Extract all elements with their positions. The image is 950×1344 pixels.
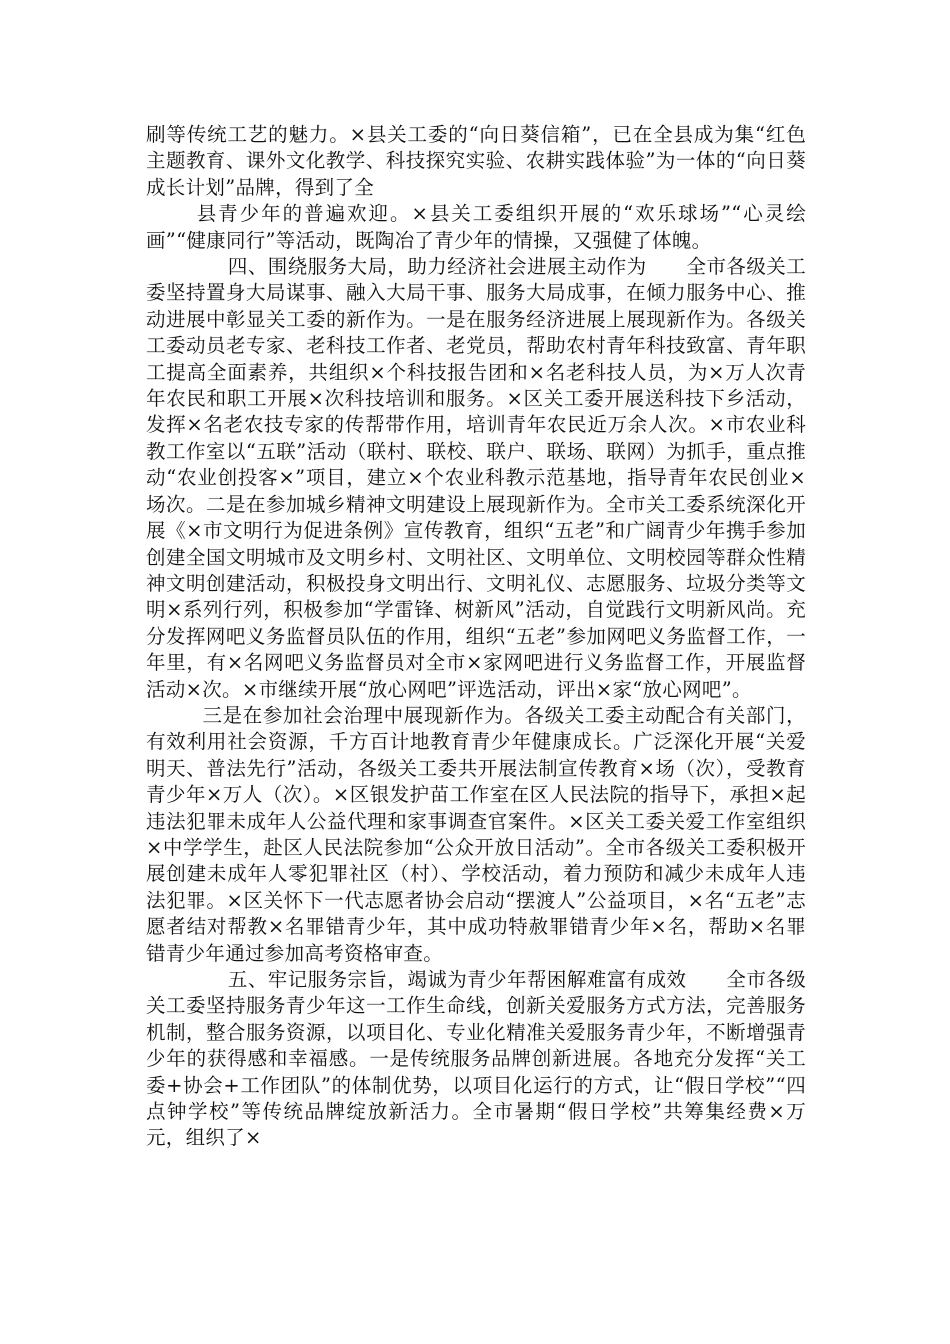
document-body xyxy=(146,122,806,1152)
paragraph-2: 县青少年的普遍欢迎。×县关工委组织开展的“欢乐球场”“心灵绘画”“健康同行”等活动，既陶冶了青少年的情操，又强健了体魄。 xyxy=(146,202,806,252)
paragraph-1: 刷等传统工艺的魅力。×县关工委的“向日葵信箱”，已在全县成为集“红色主题教育、课外文化教学、科技探究实验、农耕实践体验”为一体的“向日葵成长计划”品牌，得到了全 xyxy=(146,123,806,199)
paragraph-section-5: 五、牢记服务宗旨，竭诚为青少年帮困解难富有成效 全市各级关工委坚持服务青少年这一工作生命线，创新关爱服务方式方法，完善服务机制，整合服务资源，以项目化、专业化精准关爱服务青少年，不断增强青少年的获得感和幸福感。一是传统服务品牌创新进展。各地充分发挥“关工委+协会+工作团队”的体制优势，以项目化运行的方式，让“假日学校”“四点钟学校”等传统品牌绽放新活力。全市暑期“假日学校”共筹集经费×万元，组织了× xyxy=(146,968,806,1150)
paragraph-section-4: 四、围绕服务大局，助力经济社会进展主动作为 全市各级关工委坚持置身大局谋事、融入大局干事、服务大局成事，在倾力服务中心、推动进展中彰显关工委的新作为。一是在服务经济进展上展现新作为。各级关工委动员老专家、老科技工作者、老党员，帮助农村青年科技致富、青年职工提高全面素养，共组织×个科技报告团和×名老科技人员，为×万人次青年农民和职工开展×次科技培训和服务。×区关工委开展送科技下乡活动，发挥×名老农技专家的传帮带作用，培训青年农民近万余人次。×市农业科教工作室以“五联”活动（联村、联校、联户、联场、联网）为抓手，重点推动“农业创投客×”项目，建立×个农业科教示范基地，指导青年农民创业×场次。二是在参加城乡精神文明建设上展现新作为。全市关工委系统深化开展《×市文明行为促进条例》宣传教育，组织“五老”和广阔青少年携手参加创建全国文明城市及文明乡村、文明社区、文明单位、文明校园等群众性精神文明创建活动，积极投身文明出行、文明礼仪、志愿服务、垃圾分类等文明×系列行列，积极参加“学雷锋、树新风”活动，自觉践行文明新风尚。充分发挥网吧义务监督员队伍的作用，组织“五老”参加网吧义务监督工作，一年里，有×名网吧义务监督员对全市×家网吧进行义务监督工作，开展监督活动×次。×市继续开展“放心网吧”评选活动，评出×家“放心网吧”。 xyxy=(146,255,806,701)
paragraph-3: 三是在参加社会治理中展现新作为。各级关工委主动配合有关部门，有效利用社会资源，千方百计地教育青少年健康成长。广泛深化开展“关爱明天、普法先行”活动，各级关工委共开展法制宣传教育×场（次），受教育青少年×万人（次）。×区银发护苗工作室在区人民法院的指导下，承担×起违法犯罪未成年人公益代理和家事调查官案件。×区关工委关爱工作室组织×中学学生，赴区人民法院参加“公众开放日活动”。全市各级关工委积极开展创建未成年人零犯罪社区（村）、学校活动，着力预防和减少未成年人违法犯罪。×区关怀下一代志愿者协会启动“摆渡人”公益项目，×名“五老”志愿者结对帮教×名罪错青少年，其中成功特赦罪错青少年×名，帮助×名罪错青少年通过参加高考资格审查。 xyxy=(146,703,806,965)
